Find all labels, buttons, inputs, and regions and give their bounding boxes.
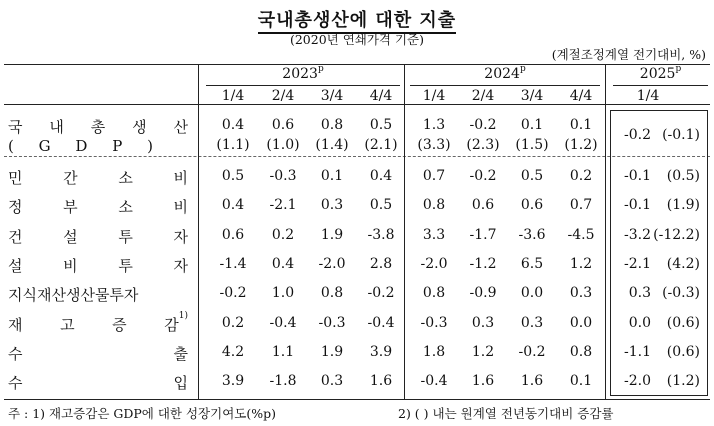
row-value: 1.6 — [471, 373, 495, 390]
gdp-value: 0.1 — [569, 117, 593, 133]
row-2025-yoy: (0.5) — [666, 168, 700, 184]
row-label-char: 비 — [173, 198, 188, 217]
row-label-char: 수 — [8, 374, 23, 393]
gdp-value: 0.4 — [221, 117, 245, 133]
row-value: -0.3 — [269, 168, 297, 184]
row-label-char: 간 — [63, 169, 78, 187]
table-title: 국내총생산에 대한 지출 — [0, 6, 714, 32]
row-2025-value: -2.1 — [624, 255, 651, 272]
row-value: 1.9 — [320, 226, 344, 243]
row-label-char: 총 — [90, 118, 106, 136]
row-label-char: 입 — [173, 374, 188, 393]
row-value: 1.0 — [271, 285, 295, 302]
row-value: 0.3 — [471, 314, 495, 331]
year-header — [410, 66, 600, 82]
row-value: 0.7 — [422, 168, 446, 184]
quarter-header: 2/4 — [471, 88, 495, 104]
row-value: -0.2 — [518, 343, 546, 360]
row-value: -0.2 — [219, 285, 247, 302]
footnote-marker: 1) — [178, 310, 188, 321]
row-label — [8, 372, 188, 393]
row-value: -2.0 — [420, 255, 448, 272]
row-label-char: ( — [8, 137, 14, 155]
footnote-2: 2) ( ) 내는 원계열 전년동기대비 증감률 — [398, 406, 614, 421]
row-value: 1.6 — [520, 373, 544, 390]
row-2025-value: 0.3 — [628, 285, 651, 302]
label-column-divider — [198, 64, 199, 399]
row-label-char: 설 — [63, 227, 78, 246]
row-value: 0.0 — [569, 314, 593, 331]
footnote-1: 주 : 1) 재고증감은 GDP에 대한 성장기여도(%p) — [8, 406, 276, 421]
row-value: 1.1 — [271, 343, 295, 360]
row-value: -1.8 — [269, 373, 297, 390]
row-label — [8, 343, 188, 364]
year-header — [206, 66, 400, 82]
row-value: -0.2 — [367, 285, 395, 302]
row-label-char: G — [38, 137, 51, 155]
row-label-char: 소 — [118, 169, 133, 187]
table-bottom-rule — [4, 399, 710, 400]
row-value: -0.3 — [318, 314, 346, 331]
row-value: 1.2 — [569, 255, 593, 272]
row-label-char: 민 — [8, 169, 23, 187]
row-label-char: 비 — [173, 169, 188, 187]
row-value: 0.4 — [271, 255, 295, 272]
quarter-header: 1/4 — [221, 88, 245, 104]
quarter-header: 4/4 — [369, 88, 393, 104]
row-label: 지식재산생산물투자 — [8, 286, 139, 305]
row-label — [8, 226, 188, 247]
row-2025-yoy: (4.2) — [666, 255, 700, 272]
row-label-char: 산 — [173, 118, 188, 136]
row-value: 0.3 — [520, 314, 544, 331]
row-label-char: 건 — [8, 227, 23, 246]
row-label-char: 자 — [173, 256, 188, 275]
row-value: 1.6 — [369, 373, 393, 390]
row-value: -3.6 — [518, 226, 546, 243]
row-label-char: 부 — [63, 198, 78, 217]
row-label-char: 소 — [118, 198, 133, 217]
year-superscript: p — [317, 64, 324, 74]
row-value: 1.8 — [422, 343, 446, 360]
row-value: -3.8 — [367, 226, 395, 243]
gdp-value: 0.5 — [369, 117, 393, 133]
row-2025-value: 0.0 — [628, 314, 651, 331]
row-value: 0.4 — [221, 197, 245, 214]
row-value: -0.4 — [367, 314, 395, 331]
row-value: 4.2 — [221, 343, 245, 360]
year-header — [613, 66, 708, 82]
row-value: 0.2 — [271, 226, 295, 243]
row-value: 0.7 — [569, 197, 593, 214]
row-2025-value: -2.0 — [624, 373, 651, 390]
row-label-char: 설 — [8, 256, 23, 275]
row-value: 0.3 — [320, 197, 344, 214]
row-value: 2.8 — [369, 255, 393, 272]
row-value: 0.1 — [569, 373, 593, 390]
row-value: -0.4 — [420, 373, 448, 390]
row-2025-yoy: (-12.2) — [653, 226, 700, 243]
year-superscript: p — [519, 64, 526, 74]
row-label-char: 증 — [112, 315, 127, 334]
row-value: -2.0 — [318, 255, 346, 272]
gdp-yoy-value: (3.3) — [417, 137, 451, 153]
gdp-yoy-value: (1.0) — [266, 137, 300, 153]
row-value: 0.8 — [422, 285, 446, 302]
row-label-char: 생 — [132, 118, 147, 136]
gdp-yoy-value: (2.1) — [364, 137, 398, 153]
row-value: 0.5 — [369, 197, 393, 214]
row-value: 0.6 — [520, 197, 544, 214]
row-value: 0.8 — [569, 343, 593, 360]
row-label-char: D — [75, 137, 88, 155]
row-label-char: 감$^{1)}$ — [164, 310, 188, 334]
row-2025-value: -3.2 — [624, 226, 651, 243]
row-value: -4.5 — [567, 226, 595, 243]
year-superscript: p — [675, 64, 682, 74]
row-value: -1.2 — [469, 255, 497, 272]
row-value: -0.3 — [420, 314, 448, 331]
row-value: -0.2 — [469, 168, 497, 184]
row-value: 0.6 — [471, 197, 495, 214]
row-label-char: 고 — [60, 315, 75, 334]
year-label: 2025 — [639, 66, 676, 82]
gdp-sub-label — [8, 137, 153, 155]
row-2025-yoy: (0.6) — [666, 314, 700, 331]
gdp-yoy-value: (1.5) — [515, 137, 549, 153]
gdp-value: 0.1 — [520, 117, 544, 133]
row-value: 0.3 — [569, 285, 593, 302]
row-label — [8, 310, 188, 335]
gdp-value: 1.3 — [422, 117, 446, 133]
row-label-char: 자 — [173, 227, 188, 246]
row-label-char: 투 — [118, 256, 133, 275]
row-2025-value: -1.1 — [624, 343, 651, 360]
row-value: 0.4 — [369, 168, 393, 184]
gdp-value: 0.6 — [271, 117, 295, 133]
row-label-char: ) — [147, 137, 153, 155]
row-value: 0.8 — [422, 197, 446, 214]
quarter-header: 2/4 — [271, 88, 295, 104]
row-value: 0.5 — [520, 168, 544, 184]
gdp-yoy-value: (1.4) — [315, 137, 349, 153]
gdp-yoy-value: (1.1) — [216, 137, 250, 153]
row-value: -0.9 — [469, 285, 497, 302]
row-value: 0.1 — [320, 168, 344, 184]
row-label — [8, 196, 188, 217]
row-value: 1.2 — [471, 343, 495, 360]
quarter-header: 4/4 — [569, 88, 593, 104]
row-label-char: P — [112, 137, 123, 155]
gdp-value: 0.8 — [320, 117, 344, 133]
gdp-yoy-value: (2.3) — [466, 137, 500, 153]
year-label: 2023 — [282, 66, 318, 82]
highlight-box-2025 — [610, 110, 708, 396]
row-value: 6.5 — [520, 255, 544, 272]
gdp-2025-yoy: (-0.1) — [662, 127, 700, 143]
row-label-char: 투 — [118, 227, 133, 246]
gdp-value: -0.2 — [469, 117, 497, 133]
row-value: 3.9 — [369, 343, 393, 360]
year-underline-2025 — [613, 85, 708, 86]
row-2025-yoy: (0.6) — [666, 343, 700, 360]
row-value: -2.1 — [269, 197, 297, 214]
gdp-yoy-value: (1.2) — [564, 137, 598, 153]
year-underline-2024 — [410, 85, 600, 86]
row-2025-yoy: (1.9) — [666, 197, 700, 214]
quarter-header: 3/4 — [320, 88, 344, 104]
row-value: -0.4 — [269, 314, 297, 331]
row-label-char: 출 — [173, 344, 188, 363]
quarter-header: 1/4 — [422, 88, 446, 104]
row-value: 0.3 — [320, 373, 344, 390]
row-value: 3.3 — [422, 226, 446, 243]
row-label-char: 수 — [8, 344, 23, 363]
quarter-header: 3/4 — [520, 88, 544, 104]
unit-note: (계절조정계열 전기대비, %) — [551, 47, 706, 62]
row-label-char: 재 — [8, 315, 23, 334]
row-2025-value: -0.1 — [624, 168, 651, 184]
gdp-2025-value: -0.2 — [624, 127, 651, 143]
row-label — [8, 255, 188, 276]
row-value: 0.6 — [221, 226, 245, 243]
gdp-label — [8, 116, 188, 137]
year-underline-2023 — [206, 85, 400, 86]
row-label-char: 정 — [8, 198, 23, 217]
row-value: 3.9 — [221, 373, 245, 390]
row-value: 0.8 — [320, 285, 344, 302]
row-2025-value: -0.1 — [624, 197, 651, 214]
row-value: -1.7 — [469, 226, 497, 243]
row-2025-yoy: (-0.3) — [662, 285, 700, 302]
row-value: 0.2 — [569, 168, 593, 184]
row-2025-yoy: (1.2) — [666, 373, 700, 390]
year-label: 2024 — [484, 66, 520, 82]
row-value: 0.5 — [221, 168, 245, 184]
row-label-char: 비 — [63, 256, 78, 275]
row-label-char: 내 — [49, 118, 64, 136]
row-value: 0.0 — [520, 285, 544, 302]
quarter-header: 1/4 — [636, 88, 660, 104]
row-value: 0.2 — [221, 314, 245, 331]
row-label-char: 국 — [8, 118, 23, 136]
table-subtitle: (2020년 연쇄가격 기준) — [289, 32, 425, 47]
row-label — [8, 167, 188, 188]
row-value: -1.4 — [219, 255, 247, 272]
row-value: 1.9 — [320, 343, 344, 360]
